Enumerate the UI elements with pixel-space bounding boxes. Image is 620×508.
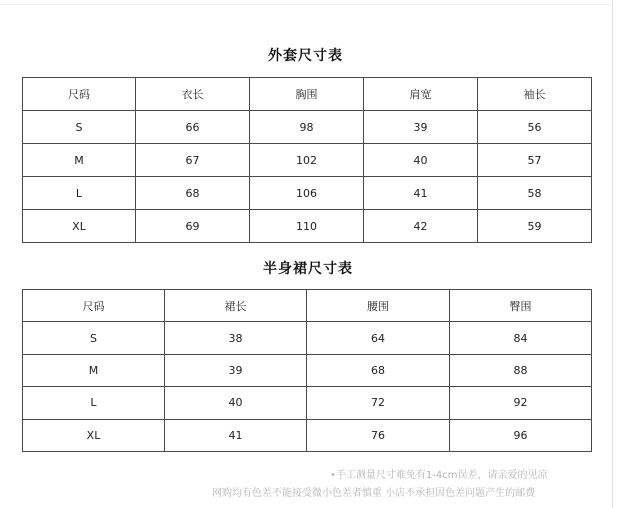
table-cell: 42	[364, 210, 478, 243]
table-cell: 106	[250, 177, 364, 210]
table-cell: 72	[307, 387, 450, 419]
table-cell: 68	[136, 177, 250, 210]
table-cell: M	[23, 144, 136, 177]
table-cell: M	[23, 354, 165, 386]
table-cell: 40	[165, 387, 307, 419]
table-cell: 41	[165, 419, 307, 451]
table-row	[23, 354, 592, 386]
table-cell: 88	[450, 354, 592, 386]
color-difference-note: 网购均有色差不能接受微小色差者慎重 小店不承担因色差问题产生的邮费	[212, 488, 536, 499]
table-cell: 110	[250, 210, 364, 243]
table-row	[23, 177, 592, 210]
table-row	[23, 322, 592, 354]
table-row	[23, 144, 592, 177]
table-cell: XL	[23, 210, 136, 243]
table-cell: 92	[450, 387, 592, 419]
measurement-error-note: •手工测量尺寸难免有1-4cm误差，请亲爱的见凉	[330, 470, 548, 481]
table-row	[23, 387, 592, 419]
table-cell: 59	[478, 210, 592, 243]
table-cell: 66	[136, 111, 250, 144]
header-cell-hip: 臀围	[450, 290, 592, 322]
table-row	[23, 111, 592, 144]
table-cell: 84	[450, 322, 592, 354]
header-cell-size: 尺码	[23, 290, 165, 322]
header-cell-waist: 腰围	[307, 290, 450, 322]
table-row	[23, 419, 592, 451]
table-cell: 58	[478, 177, 592, 210]
header-cell-sleeve: 袖长	[478, 78, 592, 111]
header-cell-length: 衣长	[136, 78, 250, 111]
table-cell: 57	[478, 144, 592, 177]
table-cell: 69	[136, 210, 250, 243]
table-header-row	[23, 78, 592, 111]
table-cell: 102	[250, 144, 364, 177]
jacket-size-table-title: 外套尺寸表	[268, 48, 343, 64]
header-cell-shoulder: 肩宽	[364, 78, 478, 111]
table-cell: L	[23, 177, 136, 210]
header-cell-skirt-length: 裙长	[165, 290, 307, 322]
table-cell: 76	[307, 419, 450, 451]
table-cell: S	[23, 322, 165, 354]
table-cell: 41	[364, 177, 478, 210]
jacket-size-table	[22, 77, 592, 243]
table-cell: 96	[450, 419, 592, 451]
table-cell: S	[23, 111, 136, 144]
table-cell: 98	[250, 111, 364, 144]
table-cell: 68	[307, 354, 450, 386]
header-cell-size: 尺码	[23, 78, 136, 111]
top-divider	[0, 4, 612, 5]
table-cell: L	[23, 387, 165, 419]
table-row	[23, 210, 592, 243]
table-cell: 56	[478, 111, 592, 144]
header-cell-chest: 胸围	[250, 78, 364, 111]
table-cell: 40	[364, 144, 478, 177]
table-header-row	[23, 290, 592, 322]
right-divider	[612, 0, 613, 508]
table-cell: 67	[136, 144, 250, 177]
table-cell: 38	[165, 322, 307, 354]
skirt-size-table	[22, 289, 592, 452]
skirt-size-table-title: 半身裙尺寸表	[263, 261, 353, 277]
table-cell: XL	[23, 419, 165, 451]
table-cell: 39	[364, 111, 478, 144]
table-cell: 39	[165, 354, 307, 386]
table-cell: 64	[307, 322, 450, 354]
